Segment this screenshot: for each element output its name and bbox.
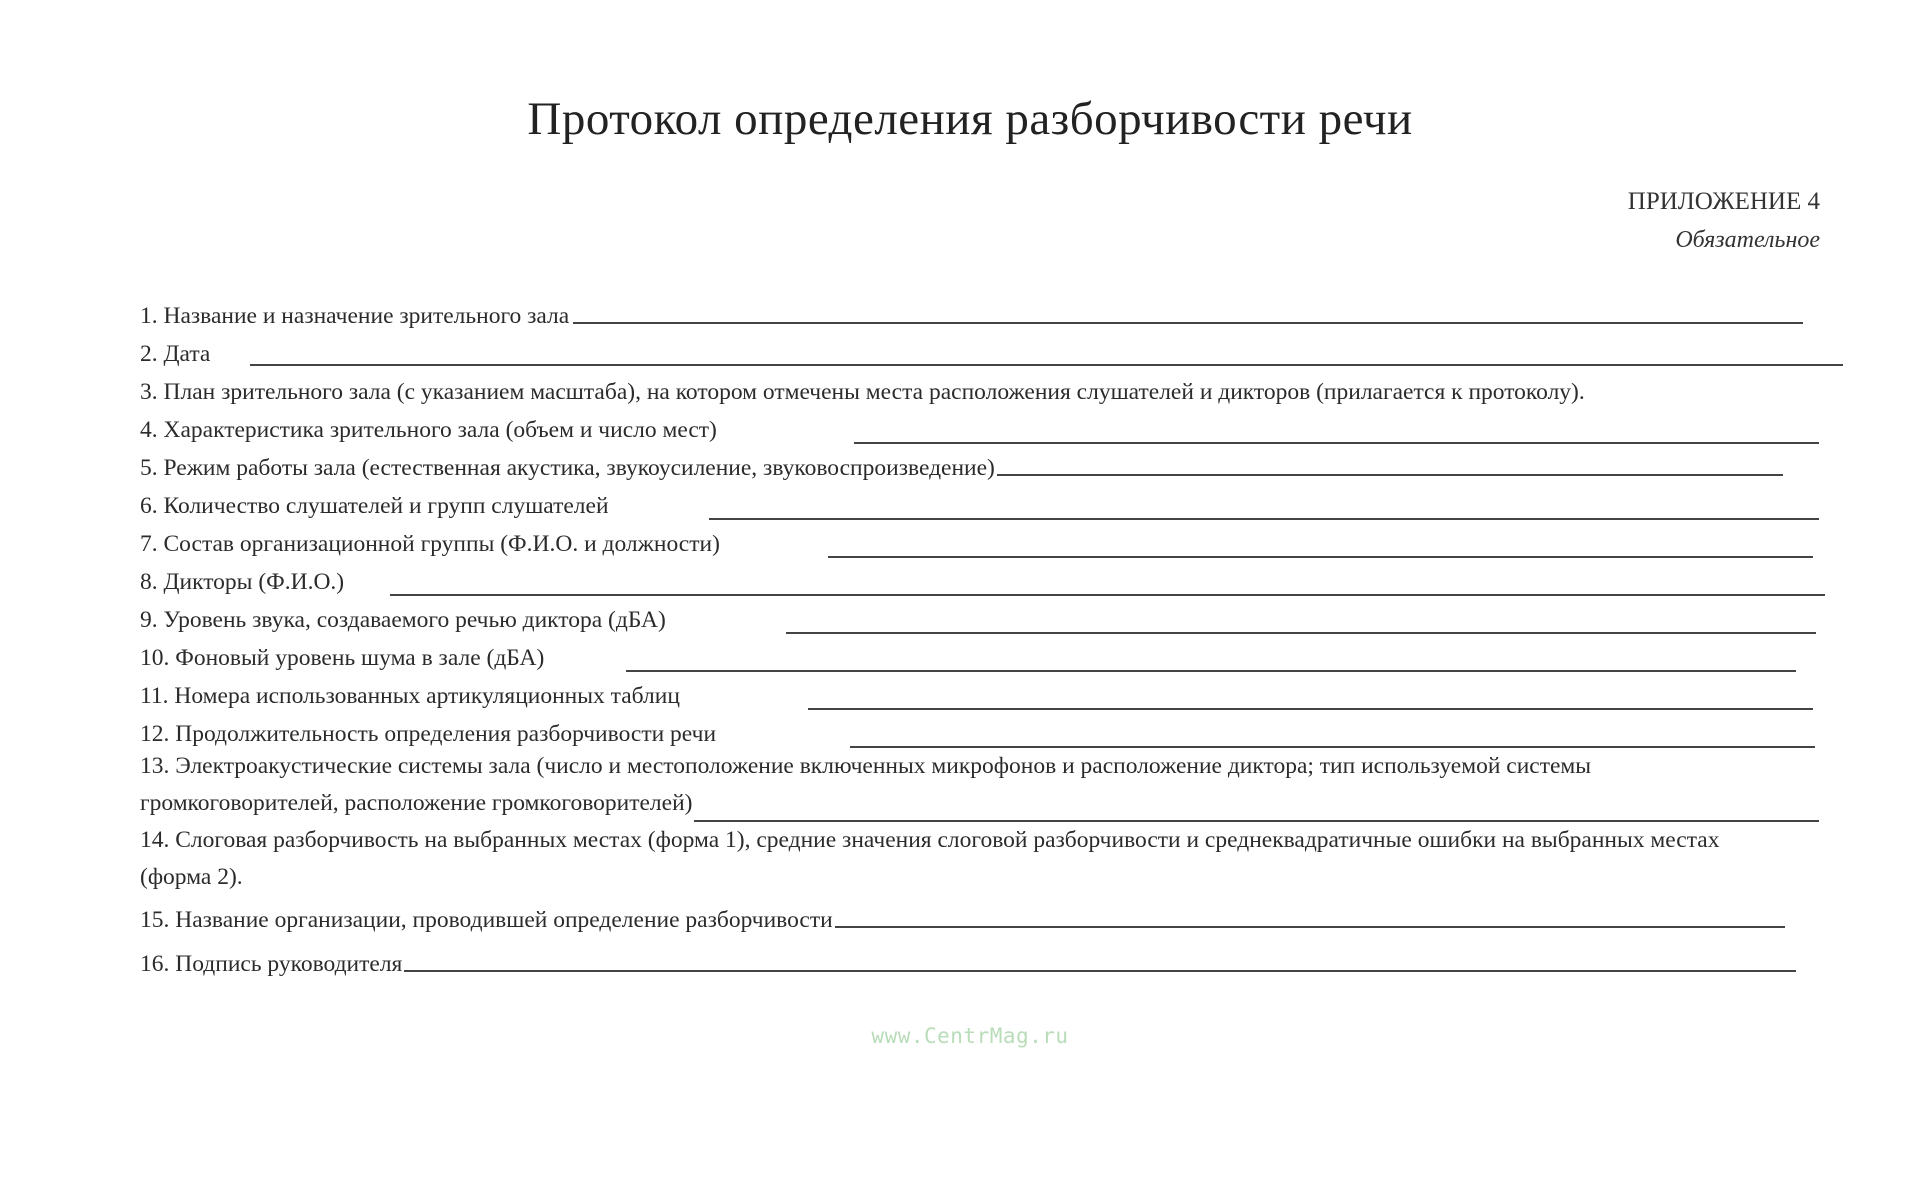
fill-line[interactable] (854, 441, 1819, 444)
fill-line[interactable] (786, 631, 1816, 634)
fill-line[interactable] (835, 925, 1785, 928)
item-label: 6. Количество слушателей и групп слушателей (140, 493, 609, 519)
item-label: 12. Продолжительность определения разборчивости речи (140, 721, 717, 747)
item-label: 5. Режим работы зала (естественная акустика, звукоусиление, звуковоспроизведение) (140, 455, 995, 481)
item-label: 3. План зрительного зала (с указанием масштаба), на котором отмечены места расположения слушателей и дикторов (прилагается к протоколу). (140, 379, 1585, 405)
item-label: (форма 2). (140, 864, 243, 890)
form-row-1 (140, 292, 1840, 330)
form-row-10 (140, 634, 1840, 672)
fill-line[interactable] (997, 473, 1783, 476)
fill-line[interactable] (573, 321, 1803, 324)
form-row-16 (140, 934, 1840, 978)
fill-line[interactable] (390, 593, 1825, 596)
protocol-form (140, 292, 1840, 978)
item-label: 8. Дикторы (Ф.И.О.) (140, 569, 345, 595)
signature-line[interactable] (404, 969, 1796, 972)
document-title: Протокол определения разборчивости речи (527, 93, 1413, 145)
fill-line[interactable] (250, 363, 1843, 366)
item-line (140, 859, 1840, 896)
form-row-15 (140, 896, 1840, 934)
form-row-11 (140, 672, 1840, 710)
item-label: 16. Подпись руководителя (140, 951, 403, 977)
item-line (140, 785, 1840, 822)
form-row-8 (140, 558, 1840, 596)
item-label: громкоговорителей, расположение громкоговорителей) (140, 790, 693, 816)
form-row-3 (140, 368, 1840, 406)
item-label: 4. Характеристика зрительного зала (объем и число мест) (140, 417, 717, 443)
item-label: 1. Название и назначение зрительного зала (140, 303, 570, 329)
appendix-status: Обязательное (1675, 227, 1820, 253)
item-line (140, 748, 1840, 785)
appendix-block (1628, 183, 1820, 259)
item-label: 9. Уровень звука, создаваемого речью диктора (дБА) (140, 607, 666, 633)
item-label: 11. Номера использованных артикуляционных таблиц (140, 683, 680, 709)
form-row-6 (140, 482, 1840, 520)
item-label: 10. Фоновый уровень шума в зале (дБА) (140, 645, 545, 671)
item-line (140, 822, 1840, 859)
form-row-4 (140, 406, 1840, 444)
form-row-12 (140, 710, 1840, 748)
fill-line[interactable] (828, 555, 1813, 558)
watermark-text: www.CentrMag.ru (871, 1024, 1069, 1048)
form-row-5 (140, 444, 1840, 482)
fill-line[interactable] (709, 517, 1819, 520)
item-label: 7. Состав организационной группы (Ф.И.О. и должности) (140, 531, 720, 557)
form-row-14 (140, 822, 1840, 896)
item-label: 13. Электроакустические системы зала (число и местоположение включенных микрофонов и расположение диктора; тип используемой системы (140, 753, 1592, 779)
item-label: 2. Дата (140, 341, 211, 367)
item-label: 14. Слоговая разборчивость на выбранных местах (форма 1), средние значения слоговой разборчивости и среднеквадратичные ошибки на выбранных местах (140, 827, 1720, 853)
form-row-9 (140, 596, 1840, 634)
fill-line[interactable] (626, 669, 1796, 672)
form-row-7 (140, 520, 1840, 558)
form-row-2 (140, 330, 1840, 368)
item-label: 15. Название организации, проводившей определение разборчивости (140, 907, 833, 933)
appendix-label: ПРИЛОЖЕНИЕ 4 (1627, 188, 1820, 215)
form-row-13 (140, 748, 1840, 822)
fill-line[interactable] (808, 707, 1813, 710)
